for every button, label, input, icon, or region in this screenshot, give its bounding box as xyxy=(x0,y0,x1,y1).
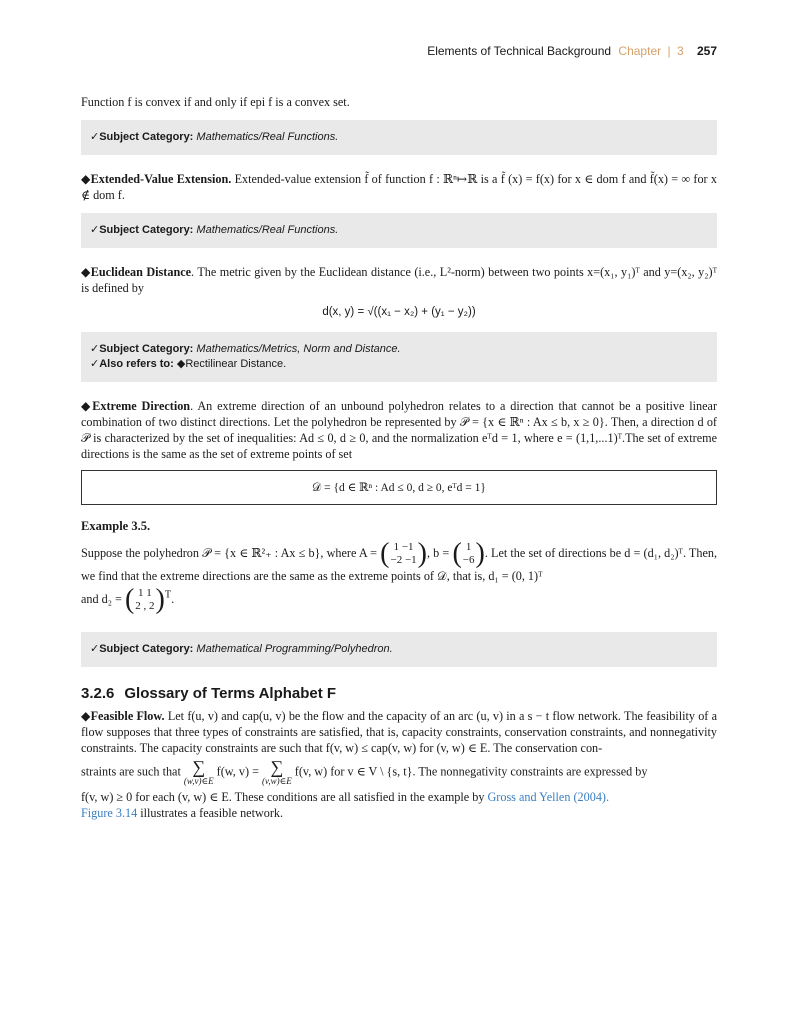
subject-category-box xyxy=(81,120,717,155)
transpose-mark: T xyxy=(164,589,172,601)
category-label: ✓Subject Category: xyxy=(90,131,194,143)
d2-fraction: 1 1 2 , 2 xyxy=(135,587,155,612)
page-number: 257 xyxy=(696,44,717,58)
matrix-a: 1 −1 −2 −1 xyxy=(390,541,417,566)
and-d2-label: and d₂ = xyxy=(81,591,122,606)
chapter-label: Chapter xyxy=(618,44,662,58)
feasible-flow-sum-line: straints are such that ∑ (w,v)∈E f(w, v) = ∑ (v,w)∈E f(v, w) for v ∈ V \ {s, t}. The nonnegativity constraints are expressed by xyxy=(81,757,648,786)
section-number: 3.2.6 xyxy=(81,685,115,702)
example-body: Suppose the polyhedron 𝒫 = {x ∈ ℝ²₊ : Ax ≤ b}, where A = ( 1 −1 −2 −1), b = ( 1 −6). Let the set of directions be d = (d₁, d₂)ᵀ. Then, we find that the extreme directions are the same as the extreme points of 𝒟, that is, d₁ = (0, 1)ᵀ xyxy=(81,538,718,583)
entry-term: ◆Extended-Value Extension. xyxy=(81,172,232,186)
example-d2: and d₂ = ( 1 1 2 , 2)$^T$. xyxy=(81,584,175,615)
also-refers-label: ✓Also refers to: xyxy=(90,358,174,370)
b-label: , b = xyxy=(426,545,450,560)
feasible-flow-entry xyxy=(81,708,717,756)
convex-paragraph: Function f is convex if and only if epi f is a convex set. xyxy=(81,95,350,109)
category-value: Mathematical Programming/Polyhedron. xyxy=(196,643,393,655)
category-label: ✓Subject Category: xyxy=(90,343,194,355)
boxed-formula: 𝒟 = {d ∈ ℝⁿ : Ad ≤ 0, d ≥ 0, eᵀd = 1} xyxy=(81,470,717,505)
subject-category-box xyxy=(81,213,717,248)
header-separator: | xyxy=(667,44,671,58)
entry-text: . An extreme direction of an unbound polyhedron relates to a direction that cannot be a positive linear combination of two distinct directions. Let the polyhedron be represented by 𝒫 = {x ∈ ℝⁿ : Ax ≤ b, x ≥ 0}. Then, a direction d of 𝒫 is characterized by the set of inequalities: Ad ≤ 0, d ≥ 0, and the normalization eᵀd = 1, where e = (1,1,...1)ᵀ.The set of extreme directions is the same as the set of extreme points of set xyxy=(81,399,718,461)
entry-text: Extended-value extension f̃ of function f : ℝⁿ↦ℝ is a f̃ (x) = f(x) for x ∈ dom f and f̃(x) = ∞ for x ∉ dom f. xyxy=(81,172,718,202)
subject-category-box xyxy=(81,632,717,667)
feasible-flow-tail: f(v, w) ≥ 0 for each (v, w) ∈ E. These conditions are all satisfied in the example by Gross and Yellen (2004). Figure 3.14 illustrates a feasible network. xyxy=(81,790,610,820)
example-title: Example 3.5. xyxy=(81,519,151,533)
example-lead: Suppose the polyhedron 𝒫 = {x ∈ ℝ²₊ : Ax ≤ b}, where A = xyxy=(81,545,377,560)
entry-text: Let f(u, v) and cap(u, v) be the flow and the capacity of an arc (u, v) in a s − t flow network. The feasibility of a flow supposes that three types of constraints are satisfied, that is, capacity constraints, conservation constraints, and nonnegativity constraints. The capacity constraints are such that f(v, w) ≤ cap(v, w) for (v, w) ∈ E. The conservation con- xyxy=(81,709,718,755)
page-body xyxy=(81,94,717,821)
extended-value-entry xyxy=(81,171,717,203)
citation-link[interactable]: Gross and Yellen (2004). xyxy=(487,790,610,804)
running-head xyxy=(427,44,717,58)
subject-category-box xyxy=(81,332,717,382)
book-title: Elements of Technical Background xyxy=(427,44,612,58)
sum-symbol: ∑ (w,v)∈E xyxy=(183,757,214,786)
category-value: Mathematics/Metrics, Norm and Distance. xyxy=(196,343,401,355)
entry-term: ◆Feasible Flow. xyxy=(81,709,165,723)
extreme-direction-entry xyxy=(81,398,717,462)
example-tail: . Let the set of directions be d = (d₁, d₂)ᵀ. Then, we find that the extreme directions are the same as the extreme points of 𝒟, that is, d₁ = (0, 1)ᵀ xyxy=(81,545,718,583)
euclidean-distance-entry xyxy=(81,264,717,296)
category-value: Mathematics/Real Functions. xyxy=(196,131,339,143)
entry-term: ◆Euclidean Distance xyxy=(81,265,192,279)
section-title: Glossary of Terms Alphabet F xyxy=(124,685,337,702)
category-label: ✓Subject Category: xyxy=(90,224,194,236)
figure-link[interactable]: Figure 3.14 xyxy=(81,806,138,820)
category-value: Mathematics/Real Functions. xyxy=(196,224,339,236)
chapter-number: 3 xyxy=(676,44,684,58)
entry-text: . The metric given by the Euclidean distance (i.e., L²-norm) between two points x=(x₁, y₁)ᵀ and y=(x₂, y₂)ᵀ is defined by xyxy=(81,265,717,295)
category-label: ✓Subject Category: xyxy=(90,643,194,655)
euclidean-formula: d(x, y) = √((x₁ − x₂) + (y₁ − y₂)) xyxy=(322,306,476,318)
also-refers-value: ◆Rectilinear Distance. xyxy=(176,358,287,370)
sum-symbol: ∑ (v,w)∈E xyxy=(262,757,292,786)
entry-term: ◆Extreme Direction xyxy=(81,399,191,413)
section-heading xyxy=(81,685,717,702)
vector-b: 1 −6 xyxy=(462,541,475,566)
